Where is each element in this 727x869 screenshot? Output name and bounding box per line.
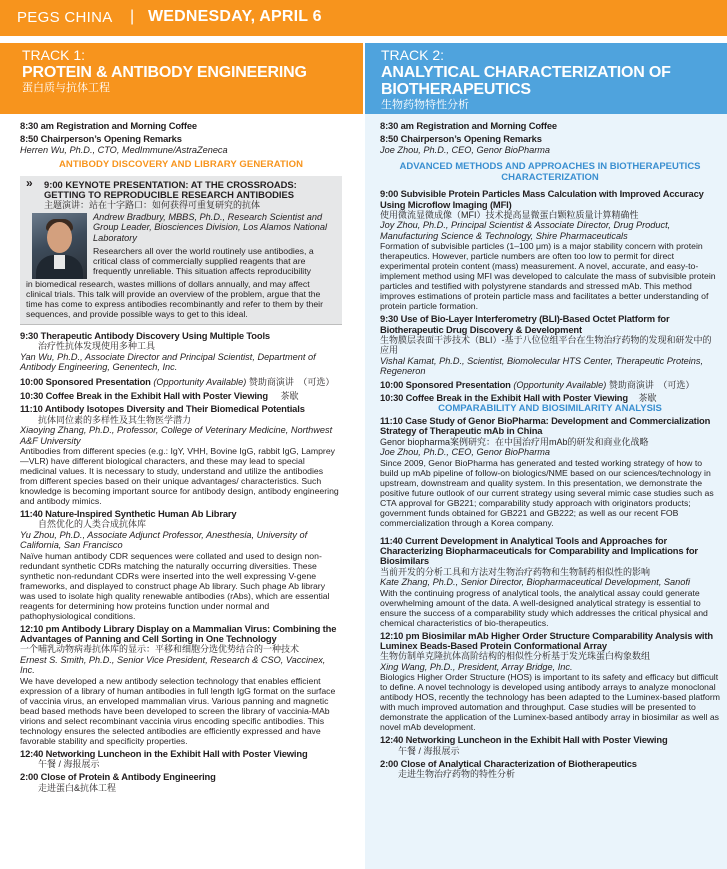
session-speaker: Ernest S. Smith, Ph.D., Senior Vice President, Research & CSO, Vaccinex, Inc. xyxy=(20,654,326,676)
session-title: 11:40 Nature-Inspired Synthetic Human Ab Library xyxy=(20,507,237,519)
session-speaker: Herren Wu, Ph.D., CTO, MedImmune/AstraZeneca xyxy=(20,144,228,155)
session-title: 9:30 Use of Bio-Layer Interferometry (BLI)-Based Octet Platform for Biotherapeutic Drug Discovery & Development xyxy=(380,313,670,335)
session-title-cn: 当前开发的分析工具和方法对生物治疗药物和生物制药相似性的影响 xyxy=(380,566,651,577)
session-note: (Opportunity Available) xyxy=(513,379,607,390)
header-separator: | xyxy=(130,8,135,25)
track2-title-cn: 生物药物特性分析 xyxy=(381,99,469,111)
keynote-box xyxy=(20,176,342,325)
session-item xyxy=(20,749,342,770)
session-item xyxy=(380,631,720,733)
keynote-title: 9:00 KEYNOTE PRESENTATION: AT THE CROSSROADS: GETTING TO REPRODUCIBLE RESEARCH ANTIBODIES xyxy=(44,178,297,201)
section-heading: ADVANCED METHODS AND APPROACHES IN BIOTHERAPEUTICS CHARACTERIZATION xyxy=(399,161,701,184)
session-title: 8:50 Chairperson’s Opening Remarks xyxy=(20,133,182,145)
session-title-cn: 赞助商演讲 （可选） xyxy=(248,377,335,388)
session-title: 8:30 am Registration and Morning Coffee xyxy=(380,120,557,131)
session-item xyxy=(20,509,342,621)
session-item xyxy=(380,380,720,390)
keynote-speaker: Andrew Bradbury, MBBS, Ph.D., Research Scientist and Group Leader, Biosciences Division, Los Alamos National Laboratory xyxy=(93,211,328,243)
session-item xyxy=(380,759,720,780)
session-title-cn: 午餐 / 海报展示 xyxy=(398,745,460,756)
keynote-abstract: Researchers all over the world routinely use antibodies, a critical class of commercially supplied reagents that are frequently unreliable. This situation affects reproducibility xyxy=(93,246,314,277)
session-title: 2:00 Close of Protein & Antibody Engineering xyxy=(20,771,216,783)
session-abstract: Biologics Higher Order Structure (HOS) is important to its safety and efficacy but difficult to define. A novel technology is developed using antibody arrays to analyze monoclonal antibody HOS, recently the technology has been adapted to the Luminex-based platform with much improved automation and throughput. Case studies will be presented to demonstrate the application of the Luminex-based antibody array in biosimilar as well as novel mAb development. xyxy=(380,672,720,733)
session-title: 2:00 Close of Analytical Characterization of Biotherapeutics xyxy=(380,758,637,769)
session-title: 10:30 Coffee Break in the Exhibit Hall with Poster Viewing xyxy=(380,392,628,404)
session-item xyxy=(20,404,342,506)
session-title: 9:30 Therapeutic Antibody Discovery Using Multiple Tools xyxy=(20,329,270,341)
track2-label: TRACK 2: xyxy=(381,47,445,63)
session-title-cn: 茶歇 xyxy=(280,390,299,401)
session-item xyxy=(20,772,342,793)
track1-label: TRACK 1: xyxy=(22,47,86,63)
session-title: 10:30 Coffee Break in the Exhibit Hall with Poster Viewing xyxy=(20,389,268,401)
session-item xyxy=(380,314,720,376)
session-title-cn: 自然优化的人类合成抗体库 xyxy=(38,519,147,530)
session-speaker: Joe Zhou, Ph.D., CEO, Genor BioPharma xyxy=(380,447,551,458)
session-title-cn: 走进生物治疗药物的特性分析 xyxy=(398,769,516,780)
session-title-cn: 生物仿制单克隆抗体高阶结构的相似性分析基于发光珠蛋白构象数组 xyxy=(380,651,651,662)
section-heading: COMPARABILITY AND BIOSIMILARITY ANALYSIS xyxy=(438,402,662,414)
session-title-cn: 午餐 / 海报展示 xyxy=(38,758,100,769)
session-item xyxy=(380,134,720,155)
session-item xyxy=(380,536,720,628)
session-title-cn: 一个哺乳动物病毒抗体库的显示：平移和细胞分选优势结合的一种技术 xyxy=(20,644,300,655)
session-title: 12:10 pm Biosimilar mAb Higher Order Structure Comparability Analysis with Luminex Beads-Based Protein Conformational Array xyxy=(380,629,713,651)
session-title-cn: 使用微流显微成像（MFI）技术提高显微蛋白颗粒质量计算精确性 xyxy=(380,210,639,221)
session-item xyxy=(20,624,342,746)
track2-title: ANALYTICAL CHARACTERIZATION OF BIOTHERAPEUTICS xyxy=(381,64,671,98)
session-title-cn: 走进蛋白&抗体工程 xyxy=(38,782,117,793)
session-item xyxy=(380,416,720,528)
session-title: 8:30 am Registration and Morning Coffee xyxy=(20,120,197,131)
session-abstract: Naïve human antibody CDR sequences were collated and used to design non-redundant synthetic CDRs matching the naturally occurring diversities. These synthetic non-redundant CDRs were inserted into the well expressing V-gene frameworks, and displayed to construct phage Ab library. Such phage Ab library was used to isolate high quality renewable antibodies (rAbs), which are essential reagents for determining how proteins function under normal and pathophysiological conditions. xyxy=(20,550,330,621)
session-note: (Opportunity Available) xyxy=(153,377,247,388)
track1-column xyxy=(20,121,342,796)
session-item xyxy=(20,331,342,373)
session-item xyxy=(20,377,342,387)
session-speaker: Joy Zhou, Ph.D., Principal Scientist & Associate Director, Drug Product, Manufacturing Science & Technology, Shire Pharmaceuticals xyxy=(380,220,671,241)
track1-title-cn: 蛋白质与抗体工程 xyxy=(22,82,110,94)
session-title-cn: 赞助商演讲 （可选） xyxy=(608,379,695,390)
session-title: 11:40 Current Development in Analytical Tools and Approaches for Characterizing Biopharmaceuticals for Comparability and Implications for Biosimilars xyxy=(380,534,698,567)
session-abstract: With the continuing progress of analytical tools, the analytical assay could generate overwhelming amount of the data. A well-designed analytical strategy is essential to ensure the success of a comparability study which addresses the critical physical and chemical characteristics of bio-therapeutics. xyxy=(380,587,708,628)
session-title: 11:10 Case Study of Genor BioPharma: Development and Commercialization Strategy of Therapeutic mAb in China xyxy=(380,414,711,437)
session-item xyxy=(20,391,342,401)
session-title-cn: 茶歇 xyxy=(638,393,657,404)
session-title-cn: Genor biopharma案例研究：在中国治疗用mAb的研发和商业化战略 xyxy=(380,436,649,447)
session-item xyxy=(380,735,720,756)
session-title-cn: 抗体同位素的多样性及其生物医学潜力 xyxy=(38,414,192,425)
chevron-double-right-icon: » xyxy=(26,175,33,190)
session-item xyxy=(380,393,720,403)
track1-title: PROTEIN & ANTIBODY ENGINEERING xyxy=(22,64,307,81)
speaker-photo xyxy=(32,213,87,279)
header-date: WEDNESDAY, APRIL 6 xyxy=(148,8,322,25)
session-speaker: Joe Zhou, Ph.D., CEO, Genor BioPharma xyxy=(380,144,551,155)
session-title: 9:00 Subvisible Protein Particles Mass Calculation with Improved Accuracy Using Microflow Imaging (MFI) xyxy=(380,188,704,210)
session-title: 10:00 Sponsored Presentation xyxy=(380,378,511,390)
session-abstract: Formation of subvisible particles (1–100 μm) is a major stability concern with protein therapeutics. However, particle numbers are often too low to permit for direct experimental protein content (mass) measurement. A novel, accurate, and easy-to-implement method using MFI was developed to calculate the mass of subvisible protein particles and testified with polystyrene standards and stressed mAb. This method improves estimations of protein particle mass and facilitates a better understanding of protein particle formation. xyxy=(380,241,716,312)
session-speaker: Xing Wang, Ph.D., President, Array Bridge, Inc. xyxy=(380,661,573,672)
session-title: 12:40 Networking Luncheon in the Exhibit Hall with Poster Viewing xyxy=(380,734,668,746)
track2-column xyxy=(380,121,720,783)
session-title-cn: 生物膜层表面干涉技术（BLI）-基于八位位组平台在生物治疗药物的发现和研发中的应用 xyxy=(380,335,712,356)
header-bar xyxy=(0,0,727,36)
session-title: 12:40 Networking Luncheon in the Exhibit Hall with Poster Viewing xyxy=(20,747,308,759)
session-speaker: Vishal Kamat, Ph.D., Scientist, Biomolecular HTS Center, Therapeutic Proteins, Regeneron xyxy=(380,355,704,377)
keynote-title-cn: 主题演讲：站在十字路口：如何获得可重复研究的抗体 xyxy=(44,200,261,211)
session-title: 12:10 pm Antibody Library Display on a Mammalian Virus: Combining the Advantages of Panning and Cell Sorting in One Technology xyxy=(20,622,337,644)
column-divider xyxy=(363,43,365,869)
session-speaker: Kate Zhang, Ph.D., Senior Director, Biopharmaceutical Development, Sanofi xyxy=(380,577,690,588)
track1-header xyxy=(0,43,363,114)
session-speaker: Yan Wu, Ph.D., Associate Director and Principal Scientist, Department of Antibody Engineering, Genentech, Inc. xyxy=(20,351,316,373)
keynote-abstract-cont: in biomedical research, wastes millions of dollars annually, and may affect clinical trials. This talk will provide an overview of the problem, argue that the time has come to express antibodies recombinantly and refer to them by their sequences, and provide possible ways to get to this ideal. xyxy=(26,278,323,319)
session-abstract: Antibodies from different species (e.g.: IgY, VHH, Bovine IgG, rabbit IgG, Lamprey—VLR) have different biological characters, and these may lead to special medicinal values. It is necessary to study, understand and utilize the antibodies from different species based on their unique advantages/ characteristics. Such knowledge is becoming important source for antibody design, antibody engineering and antibody mimics. xyxy=(20,445,339,506)
track2-header xyxy=(365,43,727,114)
session-item xyxy=(380,121,720,131)
session-title: 8:50 Chairperson’s Opening Remarks xyxy=(380,133,542,145)
session-title: 10:00 Sponsored Presentation xyxy=(20,376,151,388)
session-title-cn: 治疗性抗体发现使用多种工具 xyxy=(38,341,156,352)
session-speaker: Xiaoying Zhang, Ph.D., Professor, College of Veterinary Medicine, Northwest A&F University xyxy=(20,425,333,446)
session-abstract: We have developed a new antibody selection technology that enables efficient expression of a library of human antibodies in full length IgG format on the surface of vaccinia virus, an enveloped mammalian virus. Various panning and magnetic bead based methods have been developed to screen the library of vaccinia-MAb virions and select recombinant vaccinia virus encoding specific antibodies. This technology ensures the selected antibodies are efficiently expressed and have favorable stability and specificity properties. xyxy=(20,675,336,746)
session-item xyxy=(20,134,342,155)
session-abstract: Since 2009, Genor BioPharma has generated and tested working strategy of how to build up mAb pipeline of follow-on biologics/NME based on our sciences/technology in upstream, downstream and quality system. In this presentation, we demonstrate the positive future outlook of our current strategy using several mimic case studies such as CTA approval for GB221; comparability study approach with originators products; government funds obtained for GB221 and GB222; as well as our recent FOB commercialization through a Korea company. xyxy=(380,457,714,528)
section-heading: ANTIBODY DISCOVERY AND LIBRARY GENERATION xyxy=(58,159,304,171)
session-title: 11:10 Antibody Isotopes Diversity and Their Biomedical Potentials xyxy=(20,403,305,415)
conference-name: PEGS CHINA xyxy=(17,9,113,26)
session-item xyxy=(380,189,720,311)
session-item xyxy=(20,121,342,131)
session-speaker: Yu Zhou, Ph.D., Associate Adjunct Professor, Anesthesia, University of California, San Francisco xyxy=(20,529,308,551)
